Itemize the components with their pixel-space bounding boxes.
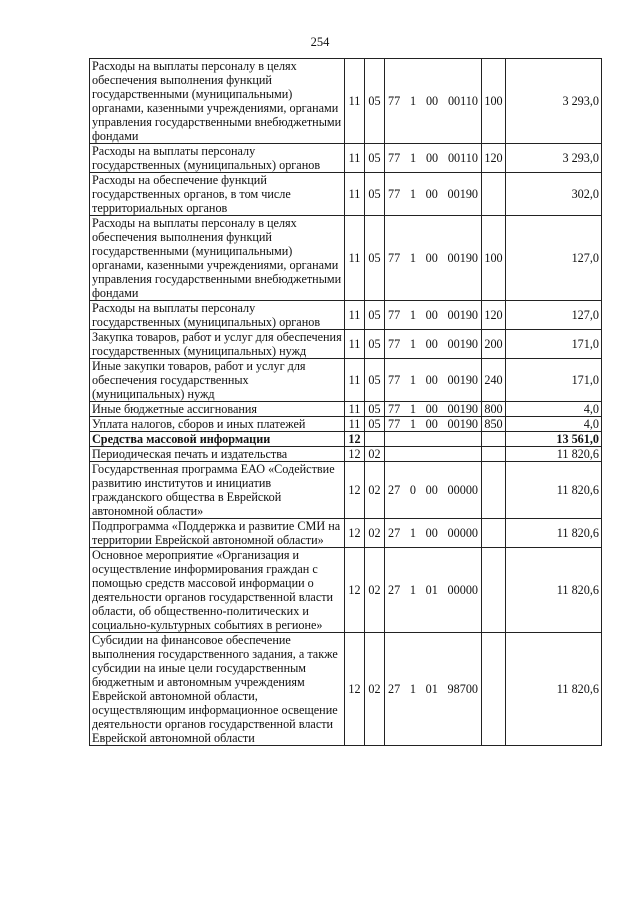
target-article-part: 77 xyxy=(388,337,401,351)
target-article-part: 77 xyxy=(388,417,401,431)
target-article-part: 1 xyxy=(410,151,417,165)
subsection-code: 05 xyxy=(365,301,385,330)
target-article-parts xyxy=(385,373,481,387)
section-code: 12 xyxy=(345,519,365,548)
target-article-code xyxy=(385,144,482,173)
amount: 171,0 xyxy=(506,359,602,402)
target-article-parts xyxy=(385,583,481,597)
row-name: Расходы на выплаты персоналу в целях обеспечения выполнения функций государственными (муниципальными) органами, казенными учреждениями, органами управления государственными внебюджетными фондами xyxy=(90,216,345,301)
target-article-part: 77 xyxy=(388,187,401,201)
target-article-code xyxy=(385,173,482,216)
target-article-code xyxy=(385,417,482,432)
row-name: Закупка товаров, работ и услуг для обеспечения государственных (муниципальных) нужд xyxy=(90,330,345,359)
amount: 127,0 xyxy=(506,301,602,330)
amount: 11 820,6 xyxy=(506,447,602,462)
expense-type-code: 800 xyxy=(482,402,506,417)
subsection-code: 05 xyxy=(365,417,385,432)
amount: 302,0 xyxy=(506,173,602,216)
target-article-part: 00 xyxy=(425,373,438,387)
subsection-code: 05 xyxy=(365,144,385,173)
table-row xyxy=(90,432,602,447)
subsection-code: 05 xyxy=(365,173,385,216)
expense-type-code: 120 xyxy=(482,301,506,330)
target-article-part: 00 xyxy=(425,526,438,540)
subsection-code: 02 xyxy=(365,462,385,519)
target-article-code xyxy=(385,402,482,417)
expense-type-code: 100 xyxy=(482,59,506,144)
section-code: 12 xyxy=(345,432,365,447)
subsection-code: 05 xyxy=(365,216,385,301)
target-article-part: 00000 xyxy=(447,583,478,597)
target-article-part: 1 xyxy=(409,402,416,416)
target-article-code xyxy=(385,216,482,301)
expense-type-code xyxy=(482,432,506,447)
target-article-part: 00110 xyxy=(447,151,478,165)
subsection-code: 05 xyxy=(365,359,385,402)
amount: 11 820,6 xyxy=(506,633,602,746)
subsection-code: 05 xyxy=(365,59,385,144)
table-row xyxy=(90,462,602,519)
section-code: 12 xyxy=(345,462,365,519)
target-article-part: 00 xyxy=(425,308,438,322)
target-article-part: 1 xyxy=(409,373,416,387)
expense-type-code: 100 xyxy=(482,216,506,301)
budget-table xyxy=(89,58,602,746)
target-article-part: 00 xyxy=(425,417,438,431)
section-code: 11 xyxy=(345,144,365,173)
target-article-part: 1 xyxy=(409,187,416,201)
subsection-code xyxy=(365,432,385,447)
subsection-code: 05 xyxy=(365,402,385,417)
subsection-code: 05 xyxy=(365,330,385,359)
amount: 171,0 xyxy=(506,330,602,359)
expense-type-code: 240 xyxy=(482,359,506,402)
target-article-part: 77 xyxy=(388,373,401,387)
target-article-parts xyxy=(385,337,481,351)
row-name: Государственная программа ЕАО «Содействие развитию институтов и инициатив гражданского общества в Еврейской автономной области» xyxy=(90,462,345,519)
section-code: 12 xyxy=(345,548,365,633)
table-row xyxy=(90,548,602,633)
row-name: Основное мероприятие «Организация и осуществление информирования граждан с помощью средств массовой информации о деятельности органов государственной власти области, об общественно-политических и социально-культурных событиях в регионе» xyxy=(90,548,345,633)
expense-type-code: 850 xyxy=(482,417,506,432)
table-row xyxy=(90,144,602,173)
expense-type-code xyxy=(482,633,506,746)
amount: 11 820,6 xyxy=(506,462,602,519)
table-row xyxy=(90,216,602,301)
amount: 127,0 xyxy=(506,216,602,301)
target-article-code xyxy=(385,59,482,144)
target-article-part: 1 xyxy=(409,337,416,351)
target-article-part: 00190 xyxy=(447,337,478,351)
section-code: 11 xyxy=(345,330,365,359)
target-article-part: 00 xyxy=(425,337,438,351)
amount: 11 820,6 xyxy=(506,519,602,548)
target-article-code xyxy=(385,633,482,746)
target-article-code xyxy=(385,301,482,330)
target-article-parts xyxy=(385,526,481,540)
row-name: Иные бюджетные ассигнования xyxy=(90,402,345,417)
target-article-part: 77 xyxy=(388,402,401,416)
row-name: Подпрограмма «Поддержка и развитие СМИ на территории Еврейской автономной области» xyxy=(90,519,345,548)
target-article-part: 1 xyxy=(410,94,417,108)
target-article-parts xyxy=(385,94,481,108)
page-number: 254 xyxy=(310,35,330,49)
target-article-part: 0 xyxy=(409,483,416,497)
subsection-code: 02 xyxy=(365,447,385,462)
section-code: 12 xyxy=(345,447,365,462)
target-article-part: 27 xyxy=(388,682,401,696)
amount: 4,0 xyxy=(506,402,602,417)
target-article-parts xyxy=(385,308,481,322)
target-article-part: 00000 xyxy=(447,526,478,540)
target-article-part: 01 xyxy=(425,583,438,597)
target-article-part: 00 xyxy=(425,187,438,201)
section-code: 11 xyxy=(345,301,365,330)
row-name: Иные закупки товаров, работ и услуг для обеспечения государственных (муниципальных) нужд xyxy=(90,359,345,402)
target-article-part: 01 xyxy=(425,682,438,696)
section-code: 12 xyxy=(345,633,365,746)
target-article-part: 1 xyxy=(409,251,416,265)
target-article-code xyxy=(385,548,482,633)
target-article-part: 27 xyxy=(388,526,401,540)
target-article-parts xyxy=(385,402,481,416)
row-name: Расходы на обеспечение функций государственных органов, в том числе территориальных органов xyxy=(90,173,345,216)
expense-type-code: 200 xyxy=(482,330,506,359)
row-name: Уплата налогов, сборов и иных платежей xyxy=(90,417,345,432)
table-row xyxy=(90,59,602,144)
target-article-part: 00000 xyxy=(447,483,478,497)
target-article-part: 00190 xyxy=(447,308,478,322)
amount: 3 293,0 xyxy=(506,59,602,144)
target-article-code xyxy=(385,519,482,548)
target-article-part: 77 xyxy=(388,308,401,322)
table-row xyxy=(90,447,602,462)
table-row xyxy=(90,402,602,417)
target-article-part: 00 xyxy=(425,94,439,108)
target-article-code xyxy=(385,462,482,519)
expense-type-code xyxy=(482,548,506,633)
table-row xyxy=(90,633,602,746)
section-code: 11 xyxy=(345,417,365,432)
table-row xyxy=(90,173,602,216)
table-row xyxy=(90,301,602,330)
target-article-part: 00190 xyxy=(447,417,478,431)
expense-type-code xyxy=(482,519,506,548)
row-name: Расходы на выплаты персоналу в целях обеспечения выполнения функций государственными (муниципальными) органами, казенными учреждениями, органами управления государственными внебюджетными фондами xyxy=(90,59,345,144)
target-article-code xyxy=(385,447,482,462)
section-code: 11 xyxy=(345,216,365,301)
target-article-parts xyxy=(385,251,481,265)
expense-type-code: 120 xyxy=(482,144,506,173)
amount: 3 293,0 xyxy=(506,144,602,173)
target-article-part: 77 xyxy=(388,94,401,108)
target-article-part: 00190 xyxy=(447,402,478,416)
row-name: Средства массовой информации xyxy=(90,432,345,447)
row-name: Периодическая печать и издательства xyxy=(90,447,345,462)
target-article-parts xyxy=(385,151,481,165)
table-row xyxy=(90,519,602,548)
amount: 4,0 xyxy=(506,417,602,432)
target-article-part: 00 xyxy=(425,251,438,265)
table-row xyxy=(90,359,602,402)
expense-type-code xyxy=(482,447,506,462)
target-article-part: 1 xyxy=(409,417,416,431)
target-article-part: 27 xyxy=(388,583,401,597)
amount: 11 820,6 xyxy=(506,548,602,633)
target-article-part: 00110 xyxy=(447,94,478,108)
target-article-parts xyxy=(385,417,481,431)
subsection-code: 02 xyxy=(365,548,385,633)
section-code: 11 xyxy=(345,173,365,216)
target-article-part: 1 xyxy=(409,583,416,597)
target-article-part: 00 xyxy=(425,402,438,416)
row-name: Субсидии на финансовое обеспечение выполнения государственного задания, а также субсидии на иные цели государственным бюджетным и автономным учреждениям Еврейской автономной области, осуществляющим информационное освещение деятельности органов государственной власти Еврейской автономной области xyxy=(90,633,345,746)
target-article-parts xyxy=(385,187,481,201)
target-article-part: 1 xyxy=(409,308,416,322)
expense-type-code xyxy=(482,173,506,216)
target-article-part: 77 xyxy=(388,251,401,265)
target-article-code xyxy=(385,359,482,402)
target-article-parts xyxy=(385,682,481,696)
target-article-part: 00190 xyxy=(447,251,478,265)
subsection-code: 02 xyxy=(365,519,385,548)
table-row xyxy=(90,417,602,432)
target-article-part: 98700 xyxy=(447,682,478,696)
target-article-part: 00190 xyxy=(447,187,478,201)
target-article-part: 00 xyxy=(425,151,439,165)
target-article-part: 00190 xyxy=(447,373,478,387)
target-article-parts xyxy=(385,483,481,497)
target-article-part: 77 xyxy=(388,151,401,165)
section-code: 11 xyxy=(345,359,365,402)
target-article-code xyxy=(385,330,482,359)
target-article-part: 1 xyxy=(409,526,416,540)
expense-type-code xyxy=(482,462,506,519)
target-article-code xyxy=(385,432,482,447)
row-name: Расходы на выплаты персоналу государственных (муниципальных) органов xyxy=(90,144,345,173)
row-name: Расходы на выплаты персоналу государственных (муниципальных) органов xyxy=(90,301,345,330)
table-row xyxy=(90,330,602,359)
section-code: 11 xyxy=(345,59,365,144)
subsection-code: 02 xyxy=(365,633,385,746)
section-code: 11 xyxy=(345,402,365,417)
target-article-part: 1 xyxy=(409,682,416,696)
target-article-part: 00 xyxy=(425,483,438,497)
target-article-part: 27 xyxy=(388,483,401,497)
amount: 13 561,0 xyxy=(506,432,602,447)
